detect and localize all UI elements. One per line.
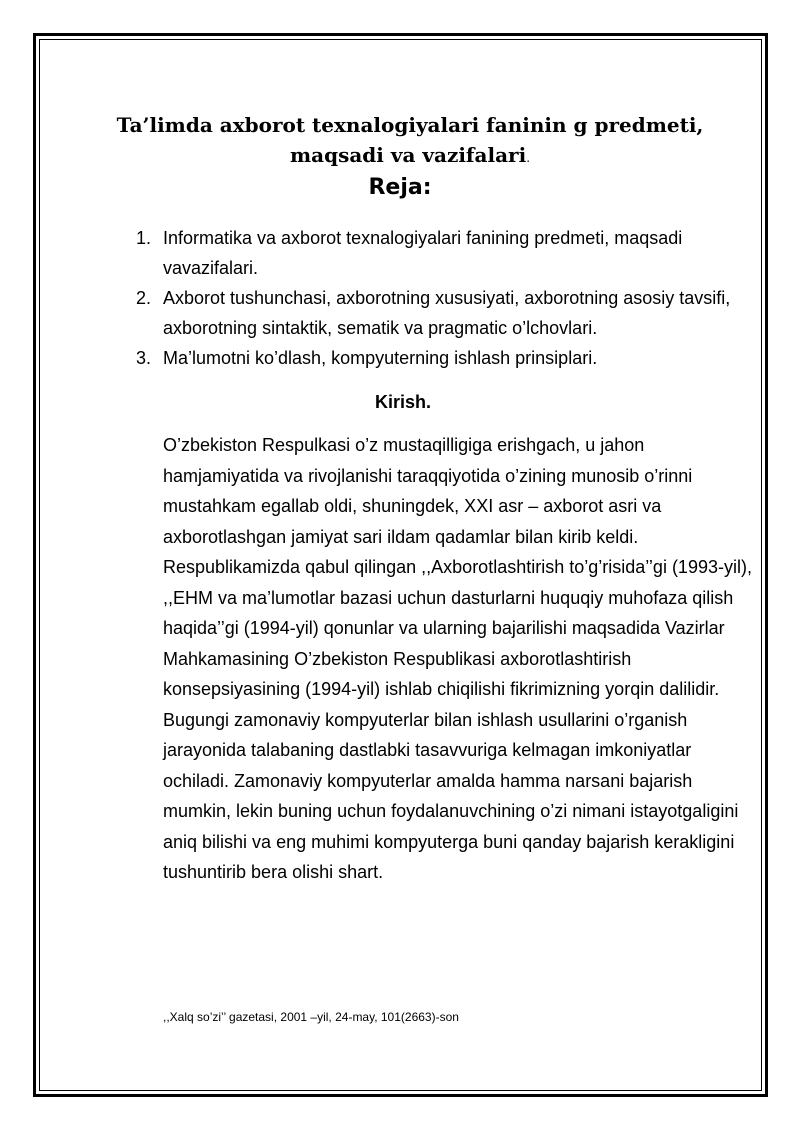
plan-item — [136, 283, 746, 343]
plan-item-number: 2. — [136, 288, 152, 308]
footnote: ,,Xalq so’zi’’ gazetasi, 2001 –yil, 24-may, 101(2663)-son — [163, 1010, 459, 1024]
plan-item-text: Informatika va axborot texnalogiyalari fanining predmeti, maqsadi vavazifalari. — [163, 228, 683, 278]
plan-item — [136, 343, 746, 373]
plan-item-number: 1. — [136, 228, 152, 248]
document-title-text: Ta’limda axborot texnalogiyalari faninin g predmeti, maqsadi va vazifalari — [116, 113, 704, 167]
document-title — [110, 110, 710, 173]
plan-list — [136, 223, 746, 373]
intro-heading: Kirish. — [374, 392, 431, 412]
plan-item — [136, 223, 746, 283]
plan-item-text: Axborot tushunchasi, axborotning xususiyati, axborotning asosiy tavsifi, axborotning sintaktik, sematik va pragmatic o’lchovlari. — [163, 288, 731, 338]
plan-item-number: 3. — [136, 348, 152, 368]
plan-item-text: Ma’lumotni ko’dlash, kompyuterning ishlash prinsiplari. — [163, 348, 598, 368]
plan-heading: Reja: — [368, 175, 432, 200]
paragraph: O’zbekiston Respulkasi o’z mustaqilligiga erishgach, u jahon hamjamiyatida va rivojlanishi taraqqiyotida o’zining munosib o’rinni mustahkam egallab oldi, shuningdek, XXI asr – axborot asri va axborotlashgan jamiyat sari ildam qadamlar bilan kirib keldi. Respublikamizda qabul qilingan ,,Axborotlashtirish to’g’risida’’gi (1993-yil), ,,EHM va ma’lumotlar bazasi uchun dasturlarni huquqiy muhofaza qilish haqida’’gi (1994-yil) qonunlar va ularning bajarilishi maqsadida Vazirlar Mahkamasining O’zbekiston Respublikasi axborotlashtirish konsepsiyasining (1994-yil) ishlab chiqilishi fikrimizning yorqin dalilidir. — [163, 435, 752, 699]
paragraph: Bugungi zamonaviy kompyuterlar bilan ishlash usullarini o’rganish jarayonida talabaning dastlabki tasavvuriga kelmagan imkoniyatlar ochiladi. Zamonaviy kompyuterlar amalda hamma narsani bajarish mumkin, lekin buning uchun foydalanuvchining o’zi nimani istayotgaligini aniq bilishi va eng muhimi kompyuterga buni qanday bajarish kerakligini tushuntirib bera olishi shart. — [163, 709, 739, 882]
intro-body — [163, 430, 753, 888]
document-title-period: . — [526, 151, 531, 165]
